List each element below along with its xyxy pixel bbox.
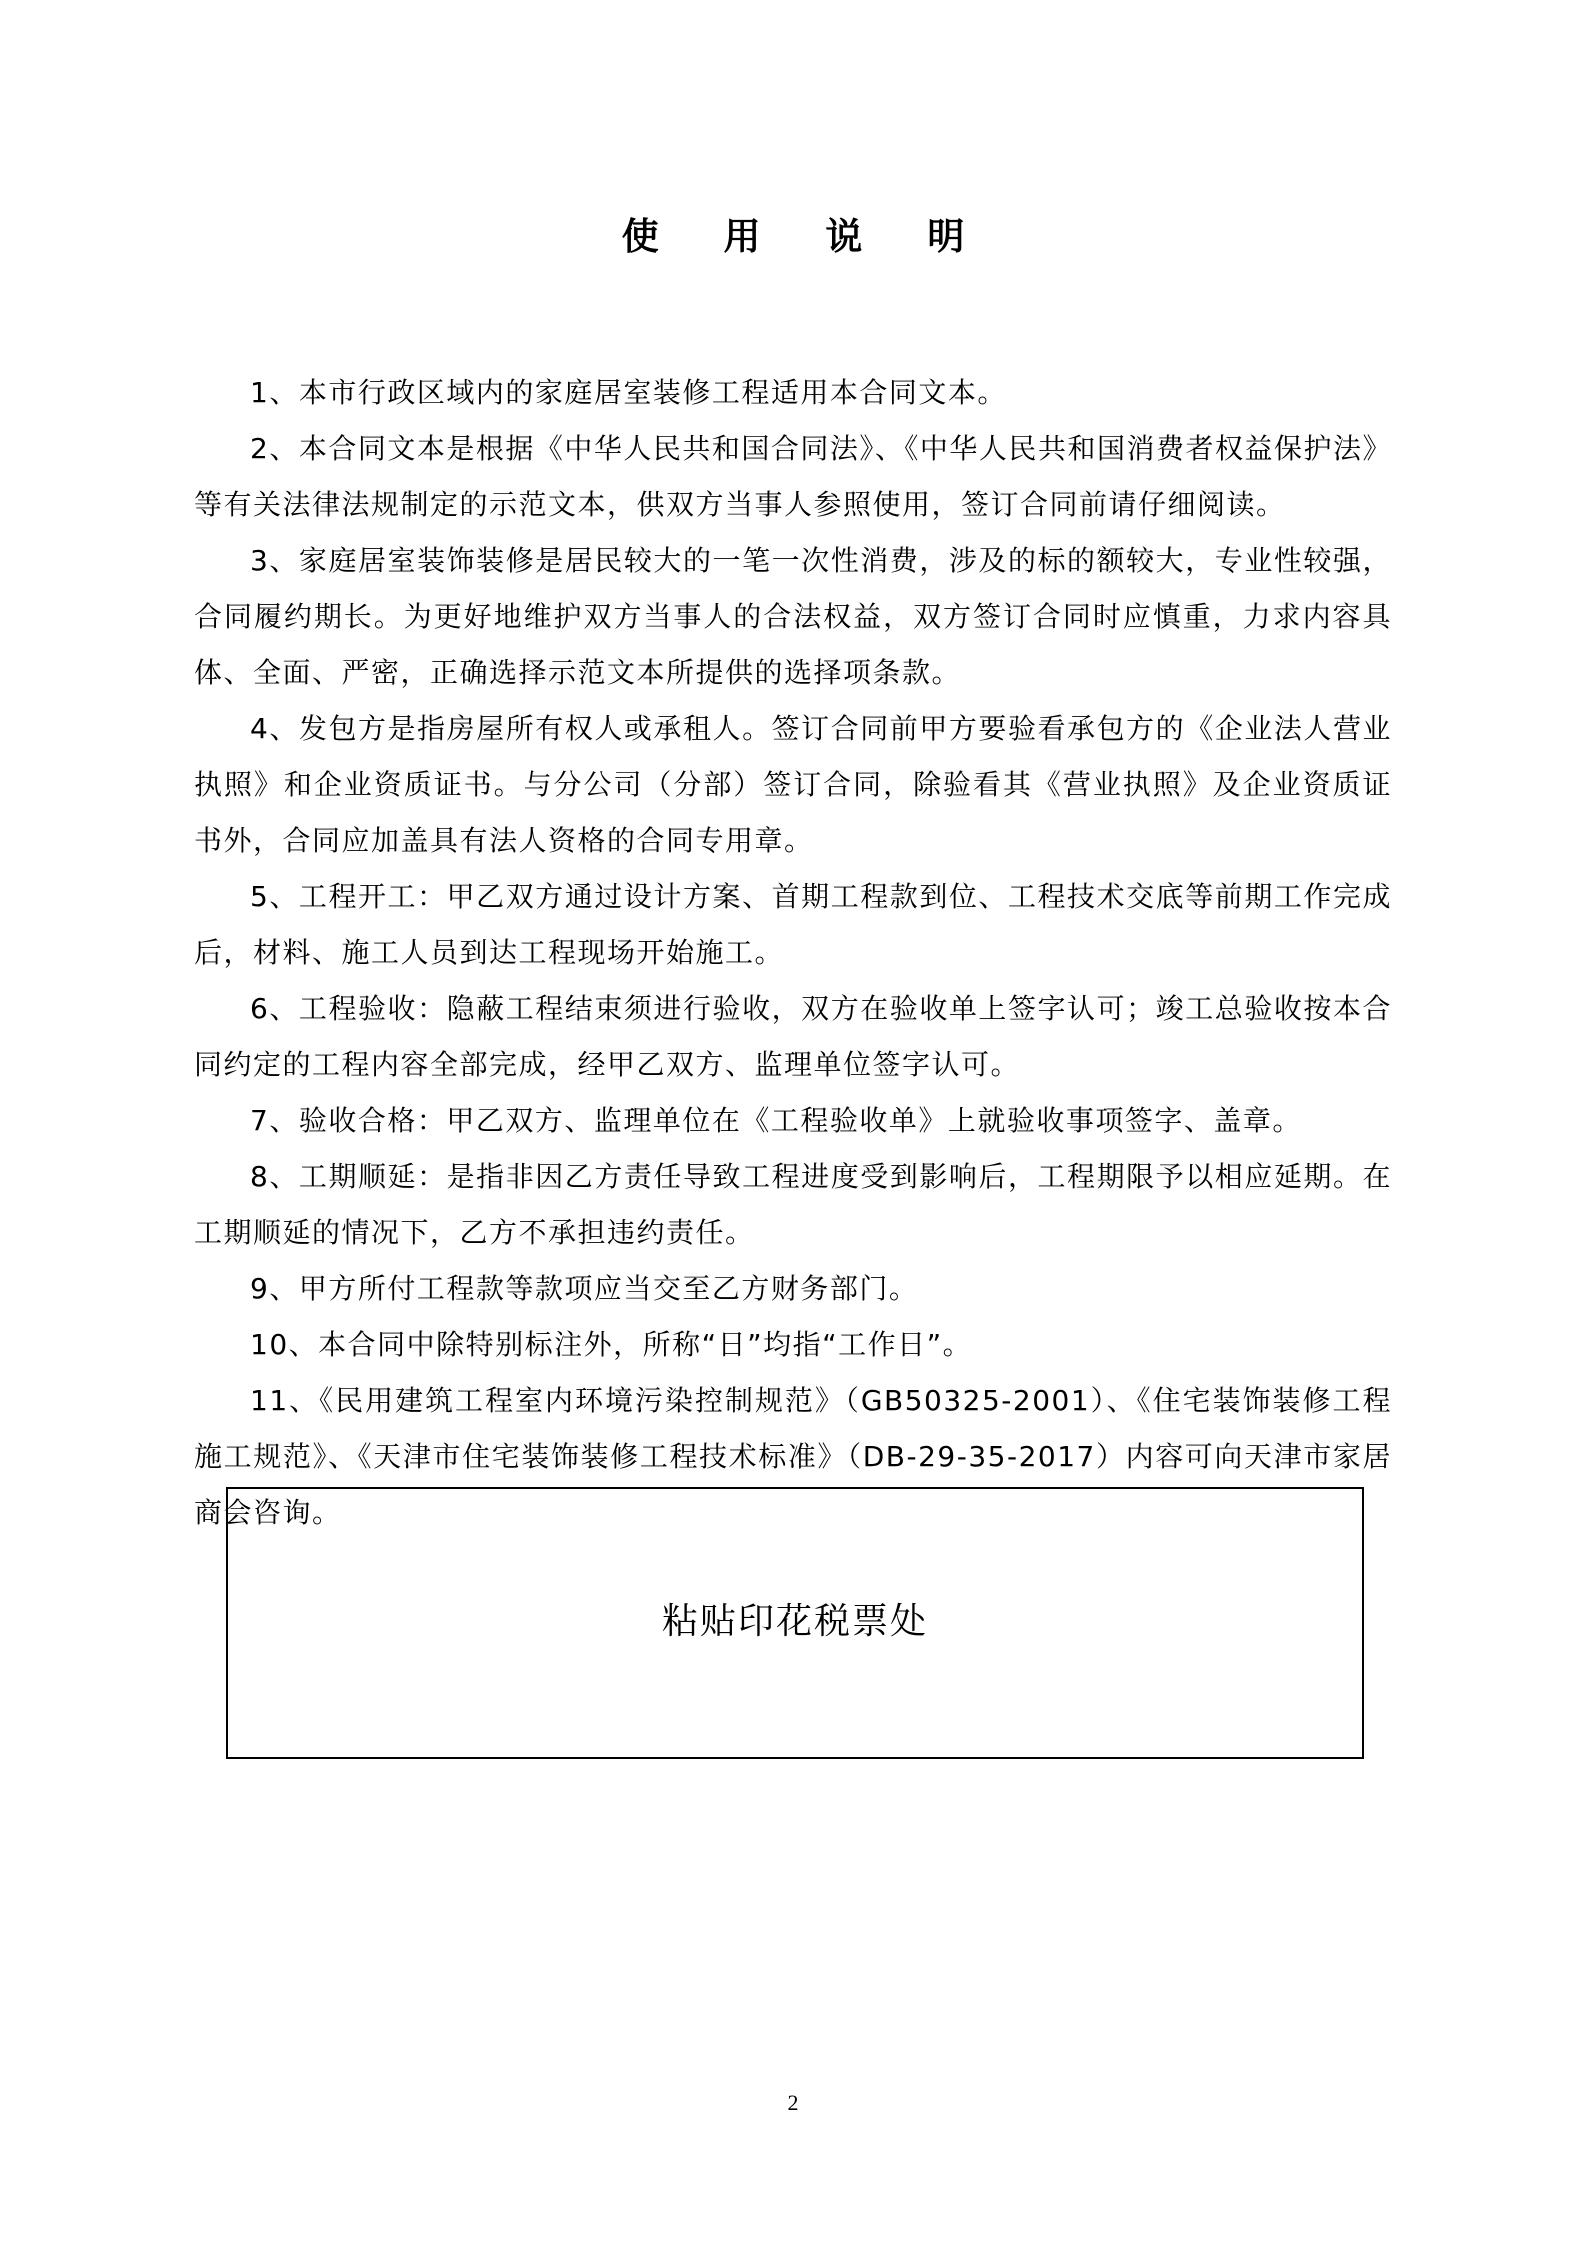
- stamp-tax-box: [226, 1487, 1364, 1759]
- instruction-item-10: 10、本合同中除特别标注外，所称“日”均指“工作日”。: [250, 1328, 973, 1361]
- instruction-item-7: 7、验收合格：甲乙双方、监理单位在《工程验收单》上就验收事项签字、盖章。: [250, 1104, 1302, 1137]
- page-title: 使 用 说 明: [621, 215, 991, 258]
- instruction-item-8: 8、工期顺延：是指非因乙方责任导致工程进度受到影响后，工程期限予以相应延期。在工期顺延的情况下，乙方不承担违约责任。: [194, 1160, 1392, 1249]
- instruction-item-3: 3、家庭居室装饰装修是居民较大的一笔一次性消费，涉及的标的额较大，专业性较强，合同履约期长。为更好地维护双方当事人的合法权益，双方签订合同时应慎重，力求内容具体、全面、严密，正确选择示范文本所提供的选择项条款。: [194, 544, 1392, 689]
- stamp-tax-label: 粘贴印花税票处: [661, 1601, 928, 1642]
- instruction-item-6: 6、工程验收：隐蔽工程结束须进行验收，双方在验收单上签字认可；竣工总验收按本合同约定的工程内容全部完成，经甲乙双方、监理单位签字认可。: [194, 992, 1392, 1081]
- page-number: 2: [787, 2090, 799, 2115]
- instruction-item-11: 11、《民用建筑工程室内环境污染控制规范》（GB50325-2001）、《住宅装饰装修工程施工规范》、《天津市住宅装饰装修工程技术标准》（DB-29-35-2017）内容可向天津市家居商会咨询。: [194, 1384, 1392, 1529]
- instruction-item-5: 5、工程开工：甲乙双方通过设计方案、首期工程款到位、工程技术交底等前期工作完成后，材料、施工人员到达工程现场开始施工。: [194, 880, 1392, 969]
- instruction-item-2: 2、本合同文本是根据《中华人民共和国合同法》、《中华人民共和国消费者权益保护法》等有关法律法规制定的示范文本，供双方当事人参照使用，签订合同前请仔细阅读。: [194, 432, 1392, 521]
- instruction-item-1: 1、本市行政区域内的家庭居室装修工程适用本合同文本。: [250, 376, 1007, 409]
- instruction-item-4: 4、发包方是指房屋所有权人或承租人。签订合同前甲方要验看承包方的《企业法人营业执照》和企业资质证书。与分公司（分部）签订合同，除验看其《营业执照》及企业资质证书外，合同应加盖具有法人资格的合同专用章。: [194, 712, 1392, 857]
- instruction-list: [194, 365, 1392, 1541]
- instruction-item-9: 9、甲方所付工程款等款项应当交至乙方财务部门。: [250, 1272, 919, 1305]
